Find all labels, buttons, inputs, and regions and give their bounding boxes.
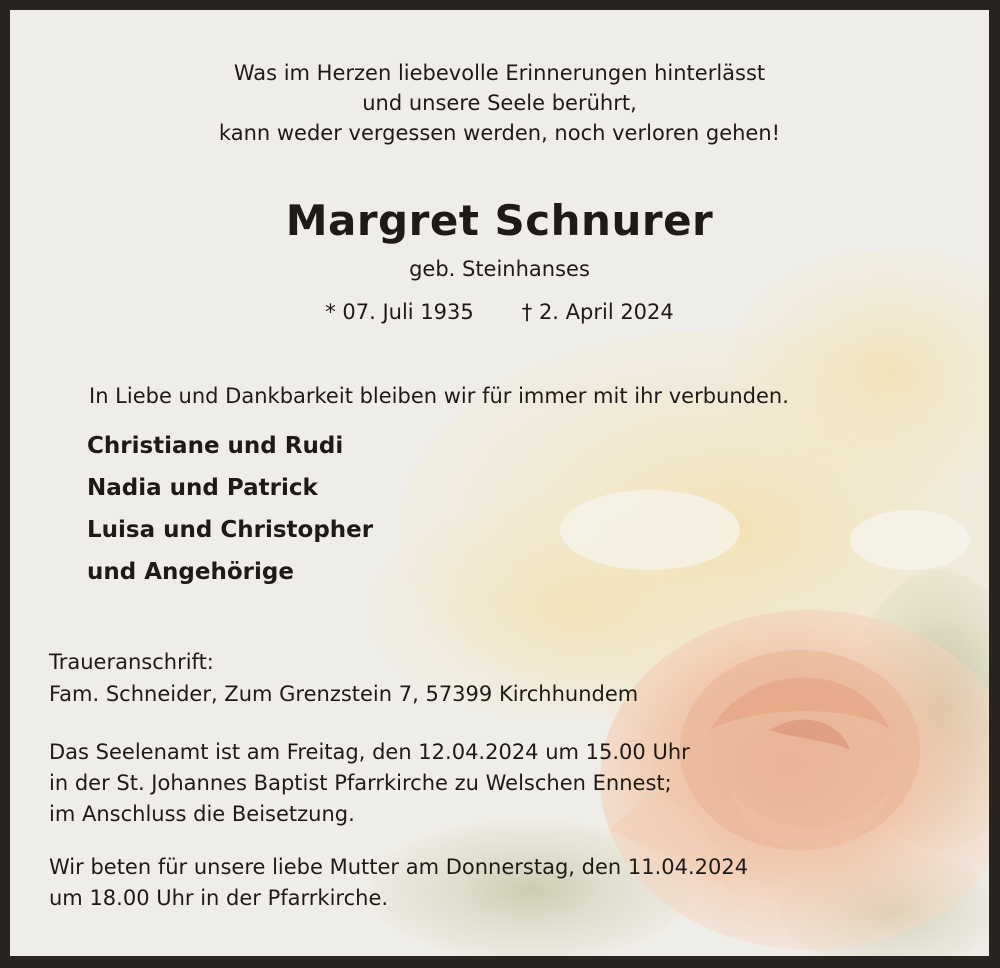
requiem-line: in der St. Johannes Baptist Pfarrkirche zu Welschen Ennest; <box>49 771 672 795</box>
quote-line: Was im Herzen liebevolle Erinnerungen hinterlässt <box>233 61 766 85</box>
family-member: und Angehörige <box>87 559 294 585</box>
dedication-text: In Liebe und Dankbarkeit bleiben wir für immer mit ihr verbunden. <box>89 384 789 408</box>
requiem-line: im Anschluss die Beisetzung. <box>49 802 355 826</box>
quote-line: kann weder vergessen werden, noch verloren gehen! <box>218 121 781 145</box>
family-member: Nadia und Patrick <box>87 475 318 501</box>
address-value: Fam. Schneider, Zum Grenzstein 7, 57399 Kirchhundem <box>49 682 639 706</box>
obituary-card <box>10 10 989 956</box>
family-member: Luisa und Christopher <box>87 517 374 543</box>
address-label: Traueranschrift: <box>49 650 214 674</box>
prayer-line: Wir beten für unsere liebe Mutter am Donnerstag, den 11.04.2024 <box>49 855 749 879</box>
family-member: Christiane und Rudi <box>87 433 344 459</box>
quote <box>10 58 989 148</box>
death-date: † 2. April 2024 <box>521 300 674 324</box>
requiem-info <box>49 737 690 830</box>
deceased-name: Margret Schnurer <box>285 196 714 245</box>
birth-date: * 07. Juli 1935 <box>325 300 474 324</box>
prayer-info <box>49 852 748 914</box>
family-list <box>87 425 373 593</box>
requiem-line: Das Seelenamt ist am Freitag, den 12.04.2024 um 15.00 Uhr <box>49 740 690 764</box>
prayer-line: um 18.00 Uhr in der Pfarrkirche. <box>49 886 389 910</box>
quote-line: und unsere Seele berührt, <box>362 91 637 115</box>
maiden-name: geb. Steinhanses <box>409 257 590 281</box>
life-dates <box>10 300 989 324</box>
